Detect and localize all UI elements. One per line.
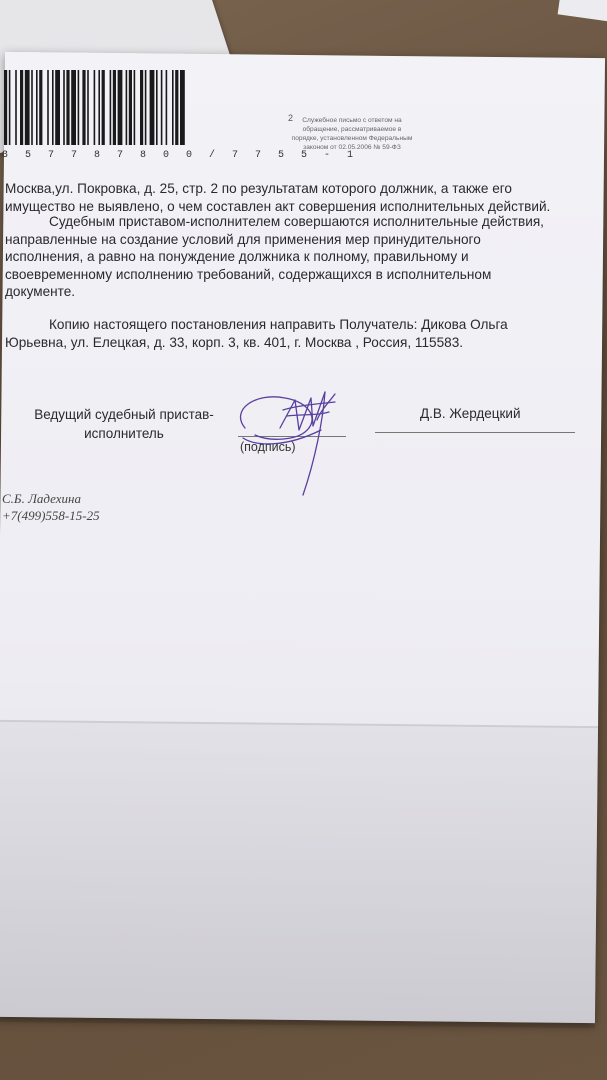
- position-line: Ведущий судебный пристав-: [34, 407, 214, 422]
- signer-name: Д.В. Жердецкий: [420, 406, 521, 421]
- name-line: [375, 432, 575, 433]
- executor-phone: +7(499)558-15-25: [2, 508, 100, 523]
- header-note-line: Служебное письмо с ответом на: [302, 117, 402, 124]
- paragraph-actions: [5, 213, 585, 301]
- text-line: Юрьевна, ул. Елецкая, д. 33, корп. 3, кв. 401, г. Москва , Россия, 115583.: [5, 334, 464, 350]
- signer-position: [14, 405, 234, 443]
- text-line: имущество не выявлено, о чем составлен акт совершения исполнительных действий.: [5, 198, 551, 214]
- header-note-line: обращение, рассматриваемое в: [302, 126, 402, 133]
- text-line: документе.: [5, 284, 76, 299]
- paper-shadow: [0, 722, 598, 1028]
- text-line: Судебным приставом-исполнителем совершаются исполнительные действия,: [49, 214, 544, 229]
- text-line: Копию настоящего постановления направить Получатель: Дикова Ольга: [49, 317, 508, 332]
- text-line: Москва,ул. Покровка, д. 25, стр. 2 по результатам которого должник, а также его: [5, 181, 512, 196]
- barcode-icon: [4, 70, 240, 145]
- position-line: исполнитель: [84, 426, 164, 441]
- paragraph-copy: [5, 316, 585, 351]
- text-line: исполнения, а равно на понуждение должника к полному, правильному и: [5, 249, 469, 264]
- paragraph-address: [5, 180, 585, 215]
- handwritten-signature: [225, 380, 355, 500]
- page-number: 2: [288, 113, 294, 123]
- executor-name: С.Б. Ладехина: [2, 491, 81, 506]
- barcode-digits: 3 5 7 7 8 7 8 0 0 / 7 7 5 5 - 1: [2, 150, 359, 161]
- header-note-line: законом от 02.05.2006 № 59-ФЗ: [303, 144, 401, 151]
- text-line: направленные на создание условий для применения мер принудительного: [5, 231, 481, 247]
- text-line: своевременному исполнению требований, содержащихся в исполнительном: [5, 266, 492, 282]
- header-note: [272, 116, 432, 152]
- header-note-line: порядке, установленном Федеральным: [291, 135, 413, 142]
- signature-caption: (подпись): [240, 440, 296, 454]
- executor-info: [2, 490, 100, 524]
